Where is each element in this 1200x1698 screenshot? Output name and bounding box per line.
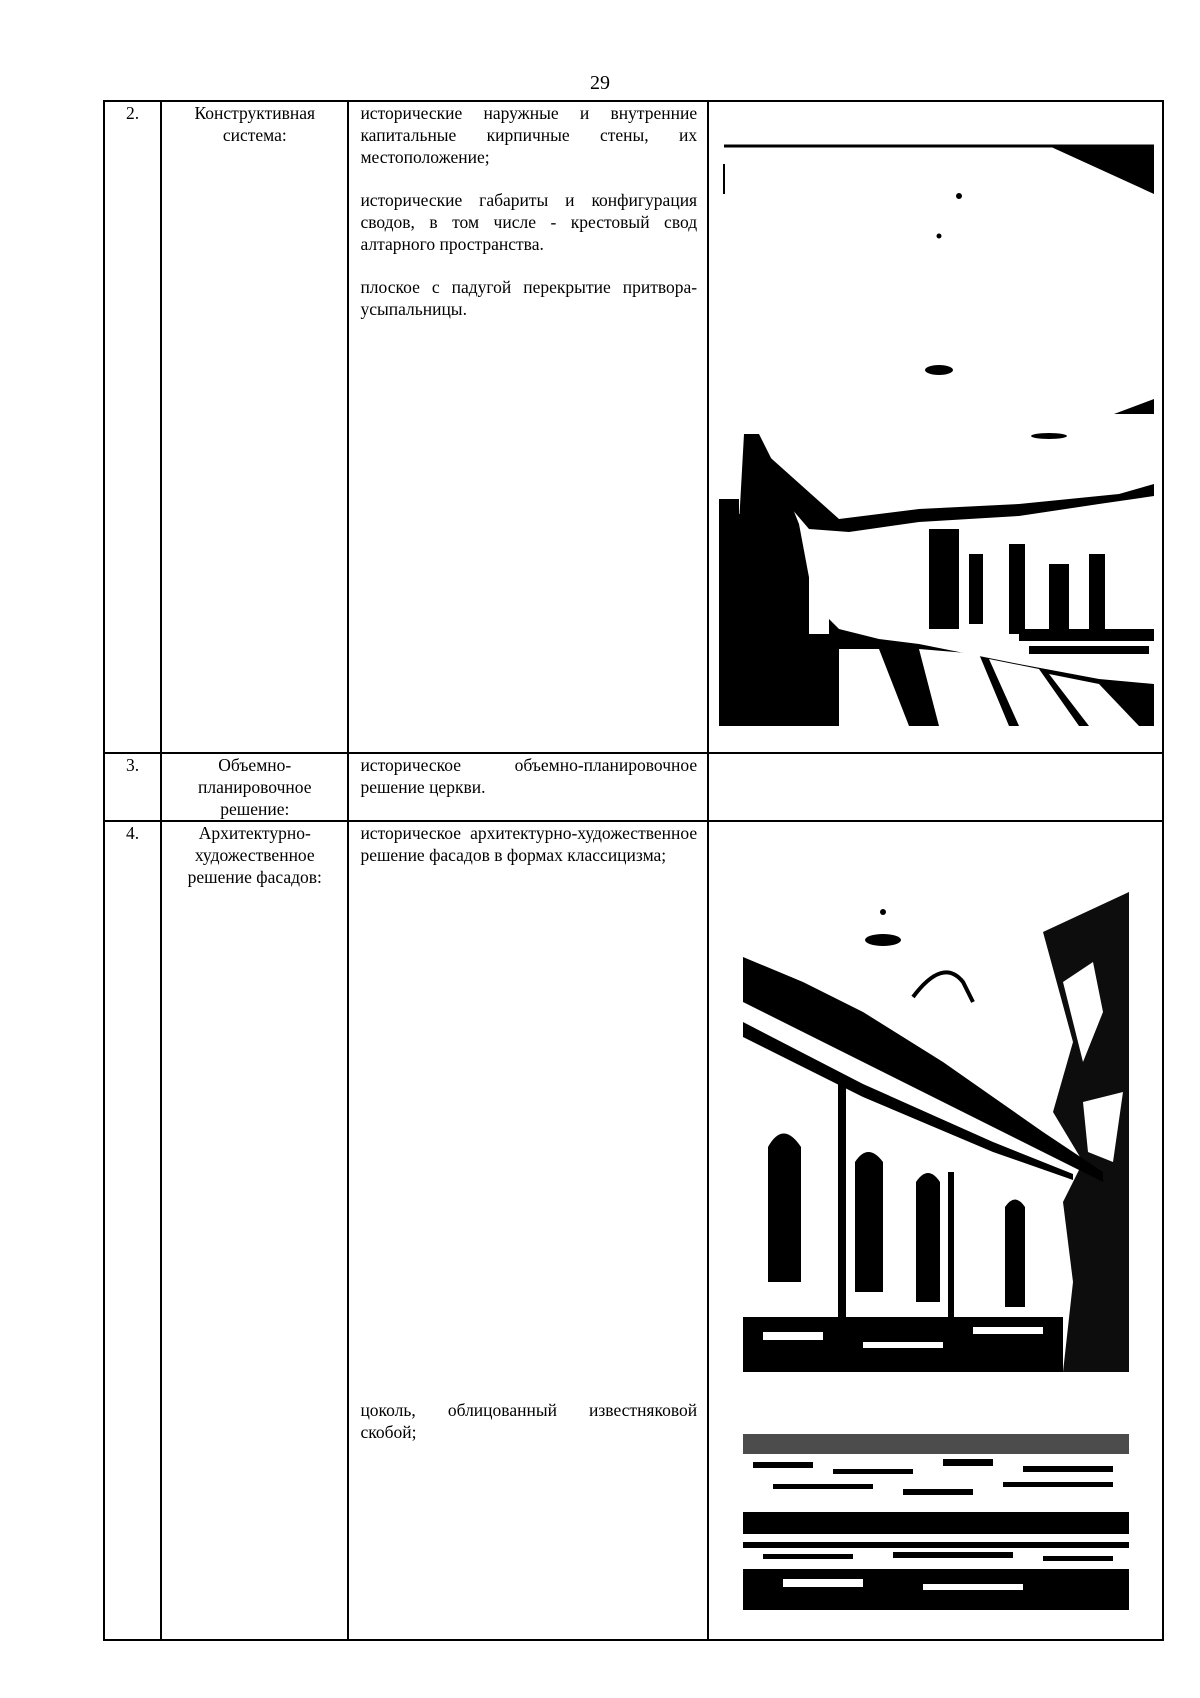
plinth-photo	[743, 1434, 1129, 1610]
row-number-text: 2.	[125, 103, 140, 123]
interior-vault-photo	[719, 124, 1154, 726]
row-title	[161, 821, 348, 1640]
row-title	[161, 101, 348, 753]
row-title-text: Объемно-планировочное решение:	[198, 755, 312, 819]
attributes-table	[103, 100, 1164, 1641]
row-description	[348, 101, 708, 753]
row-title-text: Архитектурно-художественное решение фасадов:	[187, 823, 322, 887]
photo-cell	[708, 101, 1163, 753]
description-paragraph: цоколь, облицованный известняковой скобой;	[360, 1400, 698, 1442]
table-row	[104, 753, 1163, 821]
description-paragraph: исторические габариты и конфигурация сводов, в том числе - крестовый свод алтарного пространства.	[360, 190, 698, 254]
row-number	[104, 753, 161, 821]
row-description	[348, 753, 708, 821]
row-number-text: 3.	[125, 755, 140, 775]
description-paragraph: плоское с падугой перекрытие притвора-усыпальницы.	[360, 277, 698, 319]
description-paragraph: историческое объемно-планировочное решение церкви.	[360, 755, 698, 797]
row-number	[104, 821, 161, 1640]
description-paragraph: исторические наружные и внутренние капитальные кирпичные стены, их местоположение;	[360, 103, 698, 167]
photo-cell	[708, 821, 1163, 1640]
table-row	[104, 101, 1163, 753]
description-paragraph: историческое архитектурно-художественное решение фасадов в формах классицизма;	[360, 823, 698, 865]
row-number-text: 4.	[125, 823, 140, 843]
photo-cell	[708, 753, 1163, 821]
page-number: 29	[590, 72, 610, 94]
row-description	[348, 821, 708, 1640]
facade-photo	[743, 862, 1129, 1372]
row-number	[104, 101, 161, 753]
table-row	[104, 821, 1163, 1640]
row-title	[161, 753, 348, 821]
row-title-text: Конструктивная система:	[194, 103, 316, 145]
